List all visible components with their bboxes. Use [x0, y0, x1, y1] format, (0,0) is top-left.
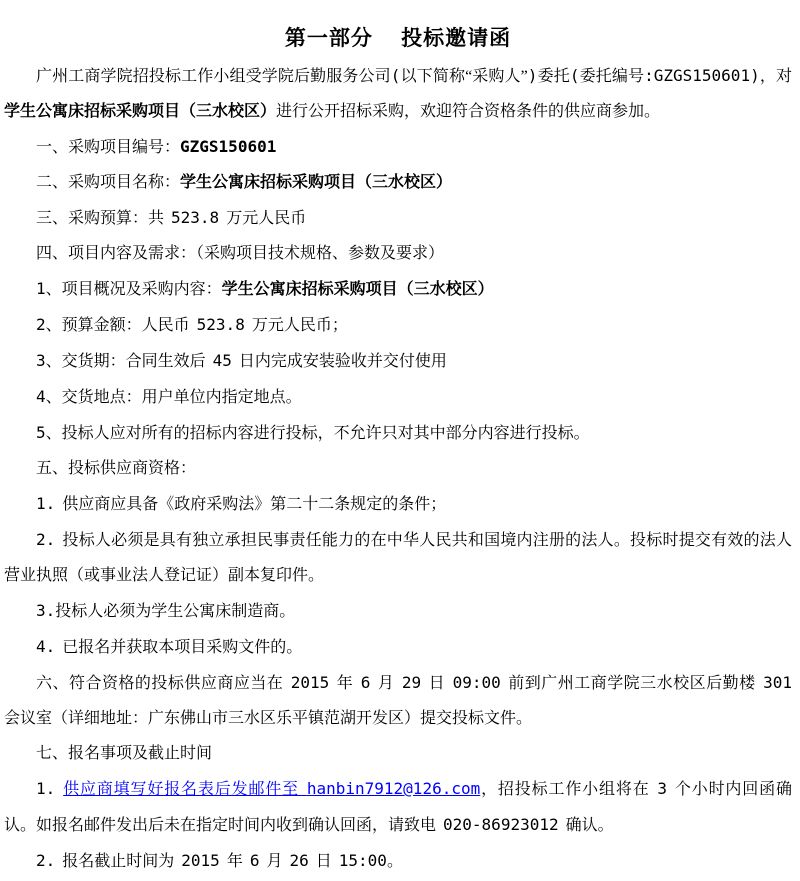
latin-text: (: [390, 66, 401, 85]
latin-text: 1: [36, 279, 46, 298]
latin-text: 2: [36, 315, 46, 334]
latin-text: 020-86923012: [443, 815, 559, 834]
latin-text: 2015: [290, 673, 330, 692]
latin-text: (: [569, 66, 580, 85]
latin-text: 6: [360, 673, 371, 692]
qualification-4: [4, 629, 792, 665]
text-segment: 2. 报名截止时间为 2015 年 6 月 26 日 15:00。: [36, 851, 403, 870]
text-segment: 1. 供应商应具备《政府采购法》第二十二条规定的条件；: [36, 494, 447, 513]
email-link[interactable]: 供应商填写好报名表后发邮件至 hanbin7912@126.com: [63, 779, 481, 798]
latin-text: ): [527, 66, 538, 85]
item-6-bid-submission: [4, 665, 792, 736]
text-segment: 1、项目概况及采购内容：: [36, 279, 222, 298]
qualification-1: [4, 486, 792, 522]
latin-text: :GZGS150601): [644, 66, 760, 85]
text-segment: ，招投标工作小组将在 3 个小时内回函确认。如报名邮件发出后未在指定时间内收到确认回函，请致电 020-86923012 确认。: [4, 779, 792, 834]
para-intro: [4, 58, 792, 129]
project-name-bold: 学生公寓床招标采购项目（三水校区）: [4, 103, 277, 120]
text-segment: 三、采购预算：共 523.8 万元人民币: [36, 208, 307, 227]
latin-text: 2.: [36, 851, 56, 870]
latin-text: 4: [36, 387, 46, 406]
latin-text: 1.: [36, 779, 56, 798]
latin-text: 45: [212, 351, 232, 370]
project-name-bold: 学生公寓床招标采购项目（三水校区）: [221, 281, 494, 298]
latin-text: 15:00: [338, 851, 387, 870]
item-1-project-number: [4, 129, 792, 165]
latin-text: 1.: [36, 494, 56, 513]
text-segment: 六、符合资格的投标供应商应当在 2015 年 6 月 29 日 09:00 前到广州工商学院三水校区后勤楼 301 会议室（详细地址：广东佛山市三水区乐平镇范湖开发区）提交投标文件。: [4, 673, 792, 727]
latin-text: 3: [36, 351, 46, 370]
latin-text: 2015: [181, 851, 220, 870]
text-segment: 4、交货地点：用户单位内指定地点。: [36, 387, 302, 406]
text-segment: 3、交货期：合同生效后 45 日内完成安装验收并交付使用: [36, 351, 447, 370]
latin-text: 523.8: [196, 315, 245, 334]
sub-3-delivery-period: [4, 343, 792, 379]
text-segment: 3.投标人必须为学生公寓床制造商。: [36, 601, 296, 620]
text-segment: 广州工商学院招投标工作小组受学院后勤服务公司(以下简称“采购人”)委托(委托编号:GZGS150601)，对: [36, 66, 792, 85]
latin-text: 5: [36, 423, 46, 442]
sub-2-budget-amount: [4, 307, 792, 343]
text-segment: [36, 781, 63, 798]
qualification-2: [4, 522, 792, 593]
sub-5-bid-scope: [4, 415, 792, 451]
latin-text: hanbin7912@126.com: [306, 779, 481, 798]
text-segment: 五、投标供应商资格：: [36, 460, 197, 477]
item-5-supplier-qualifications: [4, 451, 792, 486]
item-3-budget: [4, 200, 792, 236]
text-segment: 4. 已报名并获取本项目采购文件的。: [36, 637, 303, 656]
registration-1-email: [4, 771, 792, 843]
sub-4-delivery-location: [4, 379, 792, 415]
item-4-content-requirements: [4, 236, 792, 271]
item-7-registration: [4, 736, 792, 771]
text-segment: 一、采购项目编号：: [36, 139, 181, 156]
latin-text: 301: [763, 673, 792, 692]
project-number-bold: [180, 139, 276, 156]
text-segment: 2. 投标人必须是具有独立承担民事责任能力的在中华人民共和国境内注册的法人。投标时提交有效的法人营业执照（或事业法人登记证）副本复印件。: [4, 530, 792, 584]
item-2-project-name: [4, 165, 792, 200]
sub-1-project-overview: [4, 271, 792, 307]
text-segment: 二、采购项目名称：: [36, 174, 181, 191]
latin-text: 3.: [36, 601, 56, 620]
text-segment: 5、投标人应对所有的招标内容进行投标，不允许只对其中部分内容进行投标。: [36, 423, 590, 442]
qualification-3: [4, 593, 792, 629]
registration-2-deadline: [4, 843, 792, 879]
latin-text: 523.8: [171, 208, 220, 227]
latin-text: 09:00: [452, 673, 501, 692]
latin-text: 2.: [36, 530, 56, 549]
latin-text: GZGS150601: [180, 137, 277, 156]
latin-text: 6: [249, 851, 260, 870]
page-title: 第一部分 投标邀请函: [284, 26, 512, 50]
text-segment: 七、报名事项及截止时间: [36, 745, 213, 762]
latin-text: 3: [657, 779, 668, 798]
text-segment: 2、预算金额：人民币 523.8 万元人民币；: [36, 315, 348, 334]
text-segment: 进行公开招标采购，欢迎符合资格条件的供应商参加。: [276, 103, 661, 120]
project-name-bold: 学生公寓床招标采购项目（三水校区）: [180, 174, 453, 191]
text-segment: 四、项目内容及需求：（采购项目技术规格、参数及要求）: [36, 245, 445, 262]
latin-text: 26: [289, 851, 309, 870]
latin-text: 4.: [36, 637, 56, 656]
latin-text: 29: [401, 673, 422, 692]
